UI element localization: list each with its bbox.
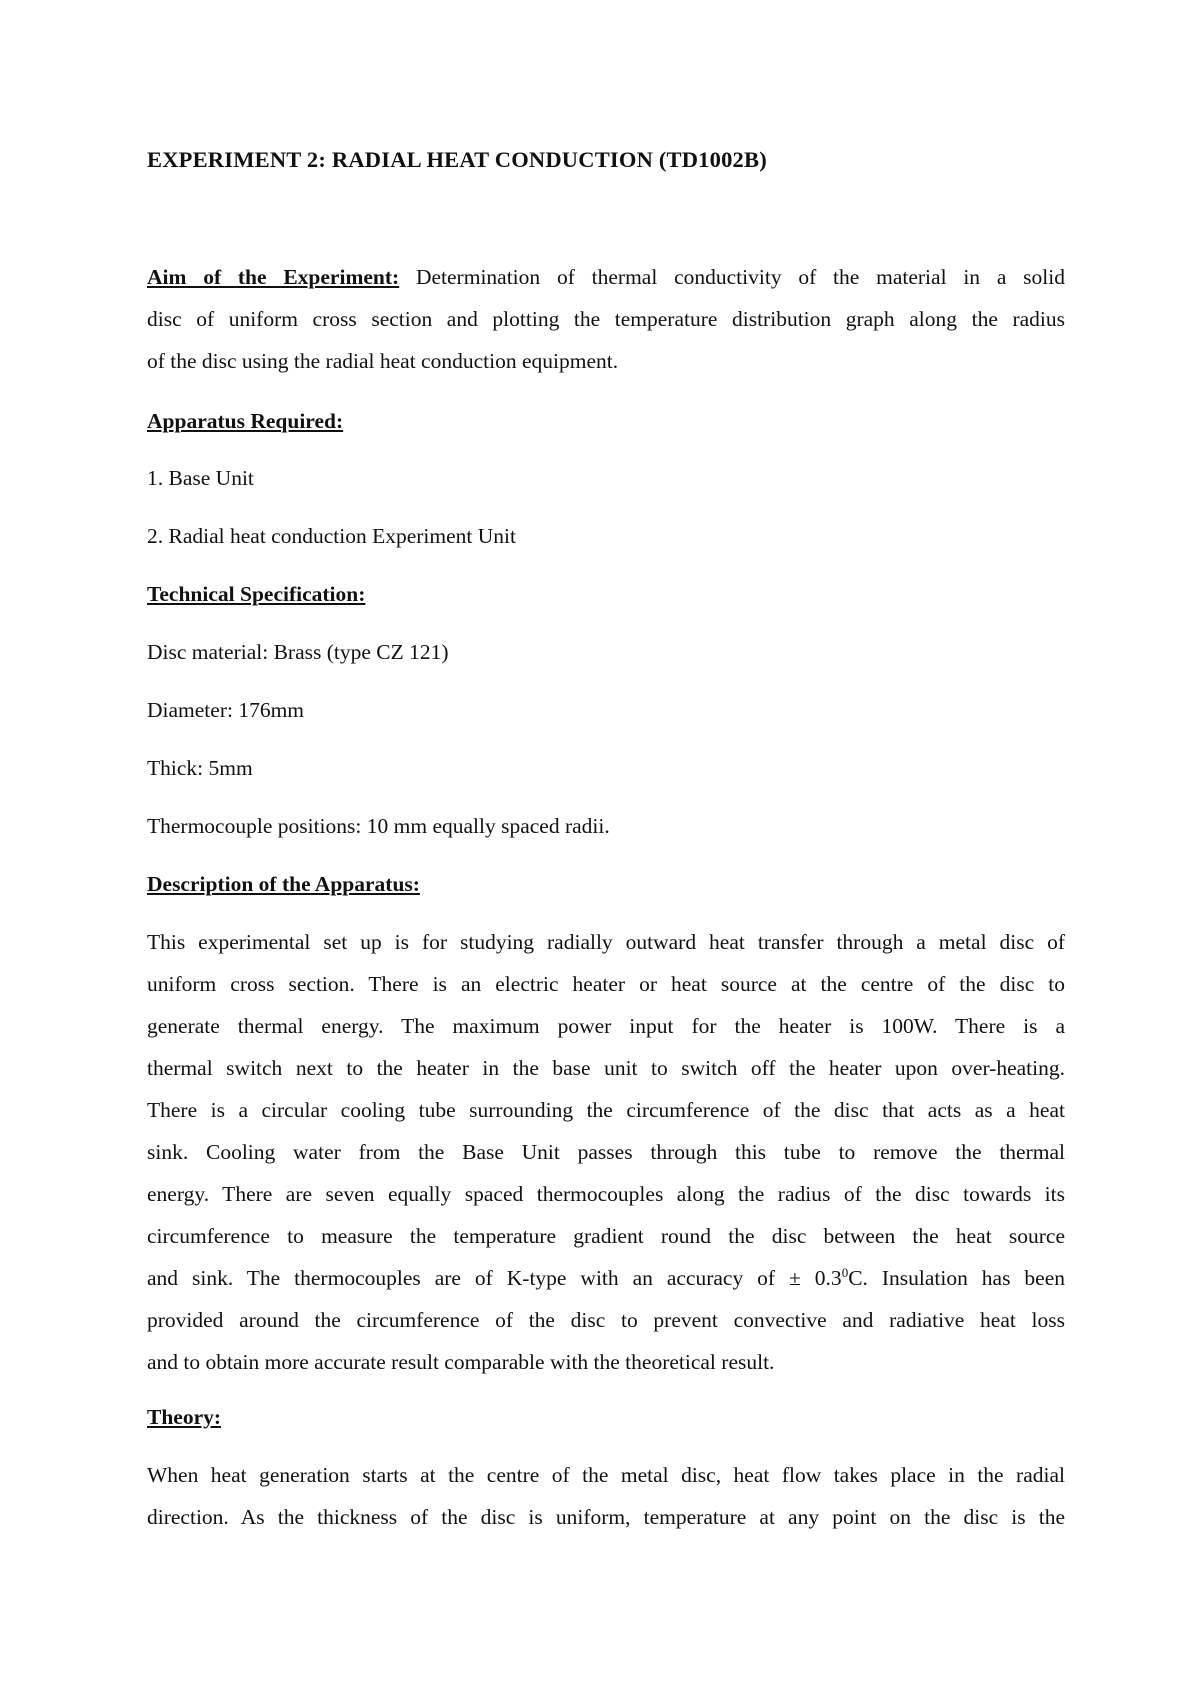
spec-item: Thermocouple positions: 10 mm equally spaced radii. bbox=[147, 814, 610, 838]
description-heading: Description of the Apparatus: bbox=[147, 872, 420, 896]
description-line: sink. Cooling water from the Base Unit passes through this tube to remove the thermal bbox=[147, 1140, 1065, 1164]
description-line: and to obtain more accurate result comparable with the theoretical result. bbox=[147, 1350, 775, 1374]
degree-superscript: 0 bbox=[841, 1264, 849, 1280]
spec-heading: Technical Specification: bbox=[147, 582, 366, 606]
accuracy-text-post: C. Insulation has been bbox=[848, 1266, 1066, 1290]
theory-section bbox=[147, 1396, 1065, 1438]
apparatus-heading: Apparatus Required: bbox=[147, 409, 344, 433]
spec-item-wrap-1 bbox=[147, 631, 1065, 673]
theory-line: When heat generation starts at the centre of the metal disc, heat flow takes place in the radial bbox=[147, 1463, 1065, 1487]
spec-item: Diameter: 176mm bbox=[147, 698, 305, 722]
spec-item: Disc material: Brass (type CZ 121) bbox=[147, 640, 449, 664]
theory-paragraph bbox=[147, 1454, 1065, 1538]
spec-item: Thick: 5mm bbox=[147, 756, 253, 780]
description-line: This experimental set up is for studying radially outward heat transfer through a metal disc of bbox=[147, 930, 1065, 954]
description-line: provided around the circumference of the disc to prevent convective and radiative heat loss bbox=[147, 1308, 1065, 1332]
spec-item-wrap-2 bbox=[147, 689, 1065, 731]
description-line: uniform cross section. There is an electric heater or heat source at the centre of the disc to bbox=[147, 972, 1065, 996]
description-section bbox=[147, 863, 1065, 905]
page-title: EXPERIMENT 2: RADIAL HEAT CONDUCTION (TD1002B) bbox=[147, 147, 767, 172]
apparatus-section bbox=[147, 400, 1065, 442]
apparatus-item-wrap-1 bbox=[147, 457, 1065, 499]
aim-text-1: Determination of thermal conductivity of the material in a solid bbox=[399, 265, 1065, 289]
theory-line: direction. As the thickness of the disc is uniform, temperature at any point on the disc is the bbox=[147, 1505, 1065, 1529]
description-line: There is a circular cooling tube surrounding the circumference of the disc that acts as a heat bbox=[147, 1098, 1065, 1122]
aim-line-2: disc of uniform cross section and plotting the temperature distribution graph along the radius bbox=[147, 307, 1065, 331]
aim-line-1 bbox=[147, 256, 1065, 298]
theory-heading: Theory: bbox=[147, 1405, 222, 1429]
spec-section bbox=[147, 573, 1065, 615]
description-line: energy. There are seven equally spaced thermocouples along the radius of the disc towards its bbox=[147, 1182, 1065, 1206]
accuracy-text-pre: and sink. The thermocouples are of K-type with an accuracy of ± 0.3 bbox=[147, 1266, 842, 1290]
apparatus-item-wrap-2 bbox=[147, 515, 1065, 557]
aim-heading: Aim of the Experiment: bbox=[147, 265, 400, 289]
aim-section bbox=[147, 256, 1065, 382]
spec-item-wrap-3 bbox=[147, 747, 1065, 789]
apparatus-item: 2. Radial heat conduction Experiment Unit bbox=[147, 524, 516, 548]
description-line: thermal switch next to the heater in the base unit to switch off the heater upon over-heating. bbox=[147, 1056, 1065, 1080]
aim-line-3: of the disc using the radial heat conduction equipment. bbox=[147, 349, 619, 373]
apparatus-item: 1. Base Unit bbox=[147, 466, 254, 490]
description-line-accuracy bbox=[147, 1257, 1065, 1299]
spec-item-wrap-4 bbox=[147, 805, 1065, 847]
description-line: generate thermal energy. The maximum power input for the heater is 100W. There is a bbox=[147, 1014, 1065, 1038]
description-paragraph bbox=[147, 921, 1065, 1383]
description-line: circumference to measure the temperature gradient round the disc between the heat source bbox=[147, 1224, 1065, 1248]
